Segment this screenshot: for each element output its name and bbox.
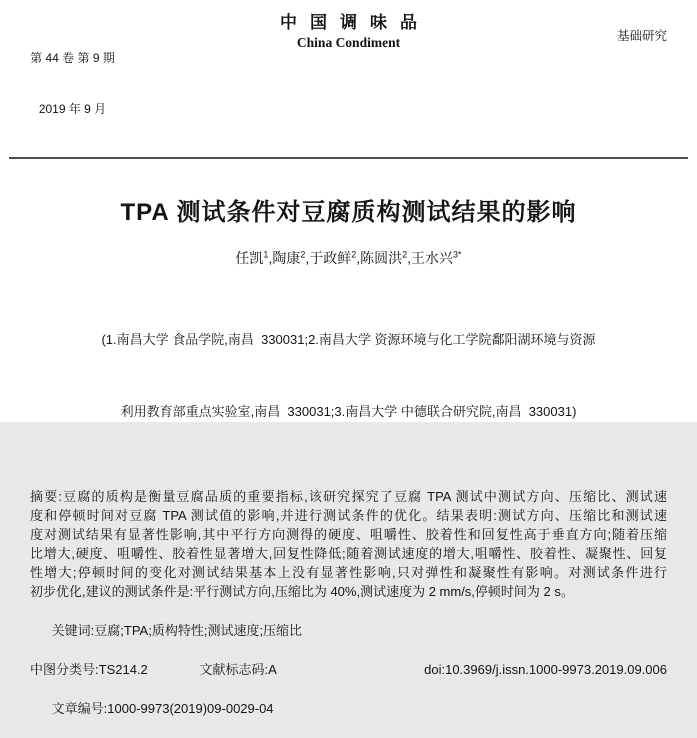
journal-title-en: China Condiment xyxy=(296,35,401,50)
author-affiliation-mark: 3* xyxy=(453,249,462,260)
author-separator: , xyxy=(268,250,273,266)
author-separator: , xyxy=(305,250,310,266)
article-number-value: 1000-9973(2019)09-0029-04 xyxy=(107,700,274,716)
author-affiliation-mark: 2 xyxy=(402,249,408,260)
author-name: 陶康 xyxy=(272,250,301,266)
author-name: 任凯 xyxy=(235,250,264,266)
issue-info xyxy=(10,13,135,152)
abstract-line: 摘要:豆腐的质构是衡量豆腐品质的重要指标,该研究探究了豆腐 TPA 测试中测试方向、压缩比、测试速 xyxy=(30,489,667,504)
volume-issue: 第 44 卷 第 9 期 xyxy=(30,51,115,65)
abstract-line: 度和停顿时间对豆腐 TPA 测试值的影响,并进行测试条件的优化。结果表明:测试方向、压缩比和测试速 xyxy=(30,508,667,523)
affiliation-block xyxy=(0,280,697,472)
affiliation-line: 利用教育部重点实验室,南昌 330031;3.南昌大学 中德联合研究院,南昌 330031) xyxy=(120,404,577,419)
author-name: 王水兴 xyxy=(411,250,454,266)
keywords-row xyxy=(30,601,667,660)
column-label: 基础研究 xyxy=(616,29,667,43)
journal-title-block xyxy=(135,13,562,51)
article-number-row xyxy=(30,679,667,738)
clc-number: TS214.2 xyxy=(98,661,148,677)
abstract-line: 度对测试结果有显著性影响,其中平行方向测得的硬度、咀嚼性、胶着性和回复性高于垂直方向;随着压缩 xyxy=(30,527,667,542)
journal-header xyxy=(0,0,697,152)
article-title: TPA 测试条件对豆腐质构测试结果的影响 xyxy=(120,199,577,226)
document-code-value: A xyxy=(268,661,277,677)
issue-date: 2019 年 9 月 xyxy=(38,102,107,116)
author-list xyxy=(0,249,697,267)
author-name: 陈圆洪 xyxy=(360,250,403,266)
author-affiliation-mark: 1 xyxy=(263,249,269,260)
affiliation-line: (1.南昌大学 食品学院,南昌 330031;2.南昌大学 资源环境与化工学院鄱阳湖环境与资源 xyxy=(101,332,596,347)
header-divider xyxy=(9,157,688,159)
classification-row xyxy=(30,660,667,680)
author-affiliation-mark: 2 xyxy=(300,249,306,260)
abstract-block xyxy=(30,487,667,601)
author-name: 于政鲜 xyxy=(309,250,352,266)
article-number-label: 文章编号: xyxy=(51,700,108,716)
abstract-line: 比增大,硬度、咀嚼性、胶着性显著增大,回复性降低;随着测试速度的增大,咀嚼性、胶着性、凝聚性、回复 xyxy=(30,546,667,561)
doi-text: doi:10.3969/j.issn.1000-9973.2019.09.006 xyxy=(424,661,667,677)
keywords-label: 关键词: xyxy=(51,622,95,638)
abstract-line: 初步优化,建议的测试条件是:平行测试方向,压缩比为 40%,测试速度为 2 mm/s,停顿时间为 2 s。 xyxy=(30,584,574,599)
author-separator: , xyxy=(356,250,361,266)
article-meta-block xyxy=(30,601,667,738)
clc-label: 中图分类号: xyxy=(30,661,99,677)
author-affiliation-mark: 2 xyxy=(351,249,357,260)
abstract-line: 性增大;停顿时间的变化对测试结果基本上没有显著性影响,只对弹性和凝聚性有影响。对测试条件进行 xyxy=(30,565,667,580)
document-code-label: 文献标志码: xyxy=(199,661,269,677)
author-separator: , xyxy=(407,250,412,266)
keywords-value: 豆腐;TPA;质构特性;测试速度;压缩比 xyxy=(94,622,303,638)
document-code-item xyxy=(199,660,424,680)
clc-item xyxy=(30,660,199,680)
journal-title-cn: 中国调味品 xyxy=(280,13,430,32)
